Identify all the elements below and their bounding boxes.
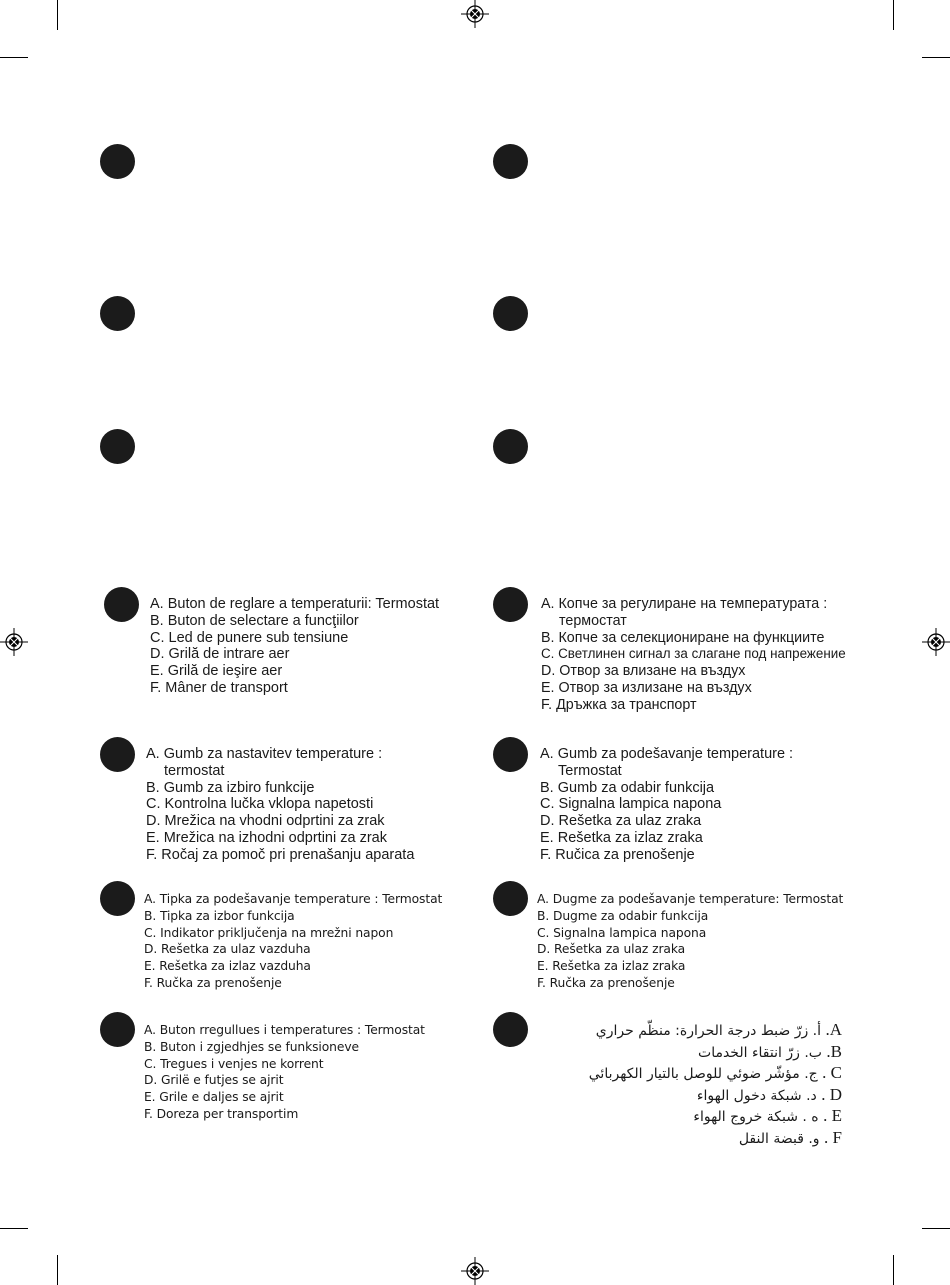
list-item: E. Mrežica na izhodni odprtini za zrak — [146, 829, 387, 846]
list-item: C. Kontrolna lučka vklopa napetosti — [146, 796, 374, 813]
list-item: C. Led de punere sub tensiune — [150, 629, 349, 646]
list-item: C. Signalna lampica napona — [537, 925, 707, 940]
registration-mark-top — [461, 0, 489, 28]
list-item — [542, 1020, 842, 1042]
list-item: A. Tipka za podešavanje temperature : Termostat — [144, 892, 443, 906]
list-item: B. Buton i zgjedhjes se funksioneve — [144, 1039, 359, 1054]
list-item: E. Rešetka za izlaz zraka — [537, 959, 686, 974]
crop-mark-bottom-right-h — [922, 1228, 950, 1229]
item-text: و. قبضة النقل — [738, 1130, 820, 1147]
item-letter: F . — [824, 1127, 842, 1147]
registration-mark-right — [922, 628, 950, 656]
list-item: B. Dugme za odabir funkcija — [537, 908, 709, 923]
registration-mark-bottom — [461, 1257, 489, 1285]
list-item-continuation: термостат — [559, 612, 627, 629]
item-letter: A. — [825, 1020, 842, 1039]
list-item: F. Ručka za prenošenje — [537, 975, 675, 990]
parts-list-arabic — [542, 1020, 842, 1150]
crop-mark-bottom-left-h — [0, 1228, 28, 1229]
item-letter: C . — [822, 1063, 842, 1083]
list-item: A. Dugme za podešavanje temperature: Termostat — [537, 892, 844, 906]
list-item: A. Копче за регулиране на температурата : — [541, 596, 828, 612]
list-item: F. Ručka za prenošenje — [144, 975, 282, 990]
list-item: B. Gumb za odabir funkcija — [540, 779, 715, 796]
list-item: C. Indikator priključenja na mrežni napon — [144, 925, 394, 940]
language-dot-hr — [493, 737, 528, 772]
list-item: B. Копче за селекциониране на функциите — [541, 629, 825, 646]
list-item: E. Rešetka za izlaz vazduha — [144, 959, 311, 974]
parts-list-croatian — [540, 746, 793, 864]
list-item: C. Tregues i venjes ne korrent — [144, 1056, 324, 1071]
list-item-continuation: Termostat — [558, 762, 622, 779]
parts-list-bulgarian — [541, 596, 846, 714]
list-item-continuation: termostat — [164, 762, 225, 779]
parts-list-bosnian — [537, 891, 843, 992]
list-item: F. Ručica za prenošenje — [540, 846, 695, 863]
list-item: D. Отвор за влизане на въздух — [541, 663, 746, 680]
item-text: د. شبكة دخول الهواء — [696, 1087, 817, 1104]
language-dot — [493, 429, 528, 464]
list-item: D. Grilë e futjes se ajrit — [144, 1073, 284, 1088]
parts-list-slovenian — [146, 746, 414, 864]
crop-mark-top-right-h — [922, 57, 950, 58]
list-item: C. Светлинен сигнал за слагане под напрежение — [541, 646, 846, 662]
list-item: E. Отвор за излизане на въздух — [541, 679, 752, 696]
crop-mark-bottom-left — [57, 1255, 58, 1285]
list-item: A. Buton de reglare a temperaturii: Termostat — [150, 596, 440, 612]
list-item: B. Gumb za izbiro funkcije — [146, 779, 315, 796]
item-letter: D . — [821, 1084, 842, 1104]
list-item: F. Ročaj za pomoč pri prenašanju aparata — [146, 846, 415, 863]
language-dot-bs — [493, 881, 528, 916]
crop-mark-top-right — [893, 0, 894, 30]
list-item: B. Tipka za izbor funkcija — [144, 908, 295, 923]
language-dot-sq — [100, 1012, 135, 1047]
item-letter: E . — [823, 1106, 842, 1126]
list-item: A. Gumb za podešavanje temperature : — [540, 746, 794, 762]
item-text: ه . شبكة خروج الهواء — [693, 1109, 819, 1126]
list-item: F. Mâner de transport — [150, 679, 288, 696]
list-item: E. Rešetka za izlaz zraka — [540, 829, 703, 846]
list-item — [542, 1085, 842, 1107]
list-item — [542, 1106, 842, 1128]
list-item: C. Signalna lampica napona — [540, 796, 722, 813]
list-item: E. Grile e daljes se ajrit — [144, 1090, 284, 1105]
language-dot — [100, 296, 135, 331]
list-item: D. Rešetka za ulaz zraka — [540, 813, 702, 830]
list-item — [542, 1063, 842, 1085]
registration-mark-left — [0, 628, 28, 656]
item-letter: B. — [826, 1041, 842, 1061]
crop-mark-bottom-right — [893, 1255, 894, 1285]
list-item: D. Rešetka za ulaz zraka — [537, 942, 686, 957]
language-dot-bg — [493, 587, 528, 622]
language-dot — [493, 144, 528, 179]
crop-mark-top-left-h — [0, 57, 28, 58]
list-item: D. Grilă de intrare aer — [150, 646, 290, 663]
crop-mark-top-left — [57, 0, 58, 30]
parts-list-serbian — [144, 891, 442, 992]
language-dot-sl — [100, 737, 135, 772]
language-dot-ar — [493, 1012, 528, 1047]
list-item: E. Grilă de ieşire aer — [150, 663, 283, 680]
list-item: B. Buton de selectare a funcţiilor — [150, 612, 359, 629]
item-text: أ. زرّ ضبط درجة الحرارة: منظّم حراري — [595, 1023, 822, 1039]
language-dot — [100, 429, 135, 464]
list-item: F. Дръжка за транспорт — [541, 696, 697, 713]
language-dot-ro — [104, 587, 139, 622]
list-item: F. Doreza per transportim — [144, 1106, 299, 1121]
list-item: D. Rešetka za ulaz vazduha — [144, 942, 311, 957]
list-item: A. Buton rregullues i temperatures : Termostat — [144, 1023, 425, 1037]
item-text: ج. مؤشّر ضوئي للوصل بالتيار الكهربائي — [588, 1066, 818, 1083]
list-item — [542, 1042, 842, 1064]
parts-list-albanian — [144, 1022, 425, 1123]
list-item — [542, 1128, 842, 1150]
list-item: A. Gumb za nastavitev temperature : — [146, 746, 383, 762]
language-dot — [493, 296, 528, 331]
parts-list-romanian — [150, 596, 439, 697]
item-text: ب. زرّ انتقاء الخدمات — [698, 1044, 822, 1061]
list-item: D. Mrežica na vhodni odprtini za zrak — [146, 813, 385, 830]
language-dot-sr — [100, 881, 135, 916]
language-dot — [100, 144, 135, 179]
